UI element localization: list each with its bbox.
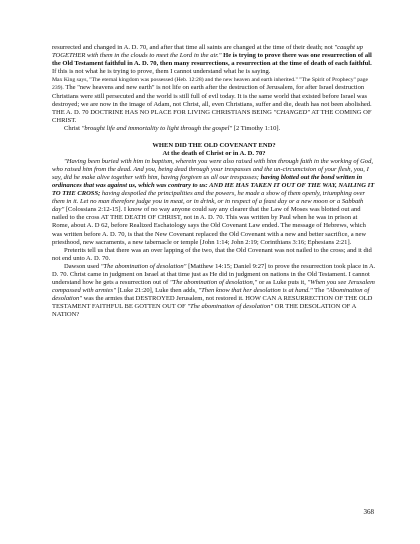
text-run: [Matthew 14:15; Daniel 9:27] to prove the resurrection took place in A. D. 70. Christ came in judgment on Israel at that time just as He did in judgment on nations in the Old Testament. I cannot understand how he gets a resurrection out of [52,262,376,286]
text-run: [Luke 21:20], Luke then adds, [115,286,199,294]
text-run: The [312,286,326,294]
text-run: AT THE COMING OF CHRIST. [52,108,372,124]
text-run: The "new heavens and new earth" is not life on earth after the destruction of Jerusalem, for after Israel destruction Christians were still persecuted and the world is still full of evil today. It is the same world that existed before Israel was destroyed; we are now in the image of Adam, not Christ, all, even Christians, suffer and die, death has not been abolished. THE A. D. 70 DOCTRINE HAS NO PLACE FOR LIVING CHRISTIANS BEING [52,84,372,116]
page-number: 368 [363,508,374,516]
text-run: Christ [64,124,82,132]
text-run: Preterits tell us that there was an over lapping of the two, that the Old Covenant was not nailed to the cross; and it did not end unto A. D. 70. [52,246,372,262]
scripture-quote: "When you see Jerusalem compassed with armies" [52,278,375,294]
section-heading [52,142,376,158]
scripture-quote: "The abomination of desolation" [187,302,273,310]
scripture-quote: having despoiled the principalities and the powers, he made a show of them openly, triumphing over them in it. Let no man therefore judge you in meat, or in drink, or in respect of a feast day or a new moon or a Sabbath day" [52,190,366,214]
text-run: resurrected and changed in A. D. 70, and after that time all saints are changed at the time of their death; not [52,44,335,51]
bold-scripture-quote: having blotted out the bond written in ordinances that was against us, which was contrary to us: AND HE HAS TAKEN IT OUT OF THE WAY, NAILING IT TO THE CROSS; [52,174,375,198]
bold-statement: He is trying to prove there was one resurrection of all the Old Testament faithful in A. D. 70, then many resurrections, a resurrection at the time of death of each faithful. [52,52,372,68]
heading-line-1: WHEN DID THE OLD COVENANT END? [152,142,276,150]
paragraph-christ-life [52,125,376,133]
scripture-quote: "The abomination of desolation," [169,278,258,286]
citation: [2 Timothy 1:10]. [232,124,281,132]
scripture-quote: "brought life and immortality to light through the gospel" [81,124,233,132]
scripture-quote: "caught up TOGETHER with them in the clouds to meet the Lord in the air." [52,44,364,60]
scripture-quote: "Having been buried with him in baptism, wherein you were also raised with him through faith in the working of God, who raised him from the dead. And you, being dead through your trespasses and the un-circumcision of your flesh, you, I say, did he make alive together with him, having forgiven us all our trespasses; [52,158,373,182]
scripture-quote: "The abomination of desolation" [100,262,187,270]
text-run: [Colossians 2:12-15]. I know of no way anyone could say any clearer that the Law of Moses was blotted out and nailed to the cross AT THE DEATH OF CHRIST, not in A. D. 70. This was written by Paul when he was in prison at Rome, about A. D 62, before Realized Eschatology says the Old Covenant Law ended. The message of Hebrews, which was written before A. D. 70, is that the New Covenant replaced the Old Covenant with a new and better sacrifice, a new priesthood, new sacraments, a new tabernacle or temple [John 1:14; John 2:19; Corinthians 3:16; Ephesians 2:21]. [52,206,367,246]
text-run: was the armies that DESTROYED Jerusalem, not restored it. HOW CAN A RESURRECTION OF THE OLD TESTAMENT FAITHFUL BE GOTTEN OUT OF [52,294,373,310]
text-run: Dawson used [64,262,101,270]
text-run: or as Luke puts it, [257,278,308,286]
scripture-quote: "Then know that her desolation is at hand." [198,286,313,294]
paragraph-dawson [52,263,376,319]
max-king-quote: Max King says, "The eternal kingdom was possessed (Heb. 12:28) and the new heaven and earth inherited." "The Spirit of Prophecy" page 239). [52,77,369,92]
text-run: If this is not what he is trying to prove, them I cannot understand what he is saying. [52,68,271,76]
text-run: OR THE DESOLATION OF A NATION? [52,302,356,318]
paragraph-max-king [52,76,376,125]
paragraph-colossians [52,158,376,247]
paragraph-resurrection-changed [52,44,376,76]
paragraph-preterits [52,247,376,263]
scripture-quote: "Abomination of desolation" [52,286,370,302]
heading-line-2: At the death of Christ or in A. D. 70? [162,150,266,158]
changed-quote: "CHANGED" [273,108,310,116]
